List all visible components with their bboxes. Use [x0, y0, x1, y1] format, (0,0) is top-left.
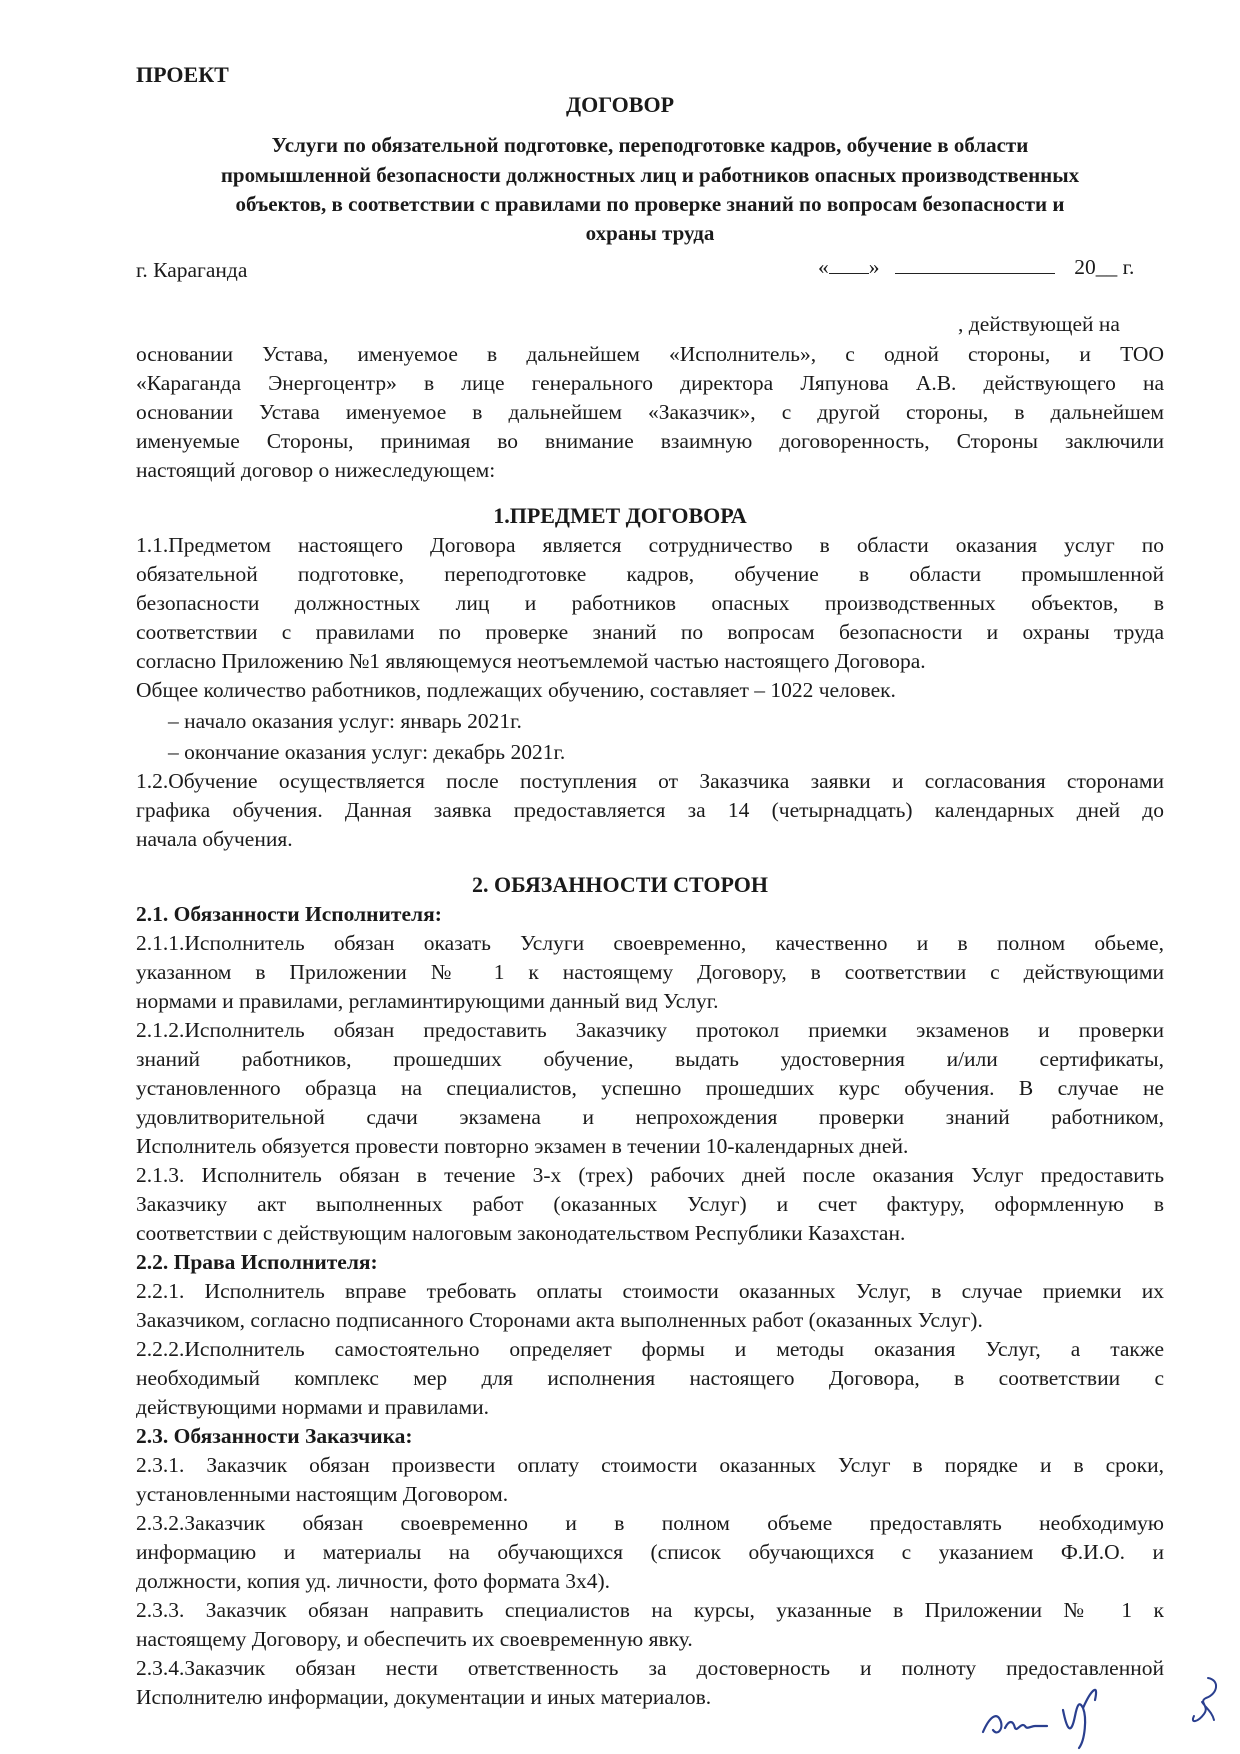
paragraph-line: необходимый комплекс мер для исполнения настоящего Договора, в соответствии с — [136, 1366, 1164, 1390]
subject-line: охраны труда — [585, 221, 715, 245]
subsection-heading: 2.3. Обязанности Заказчика: — [136, 1424, 413, 1448]
paragraph-line: 2.1.3. Исполнитель обязан в течение 3-х (трех) рабочих дней после оказания Услуг предоставить — [136, 1163, 1164, 1187]
subsection-heading: 2.1. Обязанности Исполнителя: — [136, 902, 442, 926]
paragraph-line: 1.1.Предметом настоящего Договора является сотрудничество в области оказания услуг по — [136, 533, 1164, 557]
paragraph-line: соответствии с правилами по проверке знаний по вопросам безопасности и охраны труда — [136, 620, 1164, 644]
paragraph-line: 2.2.2.Исполнитель самостоятельно определяет формы и методы оказания Услуг, а также — [136, 1337, 1164, 1361]
preamble-line: основании Устава, именуемое в дальнейшем «Исполнитель», с одной стороны, и ТОО — [136, 342, 1164, 366]
preamble-first: , действующей на — [958, 312, 1120, 336]
list-item: – начало оказания услуг: январь 2021г. — [168, 709, 522, 733]
paragraph-line: указанном в Приложении № 1 к настоящему Договору, в соответствии с действующими — [136, 960, 1164, 984]
preamble-line: основании Устава именуемое в дальнейшем «Заказчик», с другой стороны, в дальнейшем — [136, 400, 1164, 424]
paragraph-line: 2.3.4.Заказчик обязан нести ответственность за достоверность и полноту предоставленной — [136, 1656, 1164, 1680]
subject-line: объектов, в соответствии с правилами по проверке знаний по вопросам безопасности и — [235, 192, 1065, 216]
section1-title: 1.ПРЕДМЕТ ДОГОВОРА — [493, 503, 747, 528]
date-quote-close: » — [868, 255, 880, 279]
list-item: – окончание оказания услуг: декабрь 2021г. — [168, 740, 566, 764]
project-label: ПРОЕКТ — [136, 62, 229, 87]
date-quote-open: « — [818, 255, 829, 279]
paragraph-line: должности, копия уд. личности, фото формата 3х4). — [136, 1569, 611, 1593]
paragraph-line: 2.3.1. Заказчик обязан произвести оплату стоимости оказанных Услуг в порядке и в сроки, — [136, 1453, 1164, 1477]
total-workers: Общее количество работников, подлежащих обучению, составляет – 1022 человек. — [136, 678, 896, 702]
paragraph-line: настоящему Договору, и обеспечить их своевременную явку. — [136, 1627, 693, 1651]
date-day-blank — [829, 273, 869, 274]
city: г. Караганда — [136, 258, 248, 282]
paragraph-line: 2.1.2.Исполнитель обязан предоставить Заказчику протокол приемки экзаменов и проверки — [136, 1018, 1164, 1042]
paragraph-line: начала обучения. — [136, 827, 293, 851]
paragraph-line: 1.2.Обучение осуществляется после поступления от Заказчика заявки и согласования сторонами — [136, 769, 1164, 793]
paragraph-line: установленными настоящим Договором. — [136, 1482, 509, 1506]
paragraph-line: 2.3.3. Заказчик обязан направить специалистов на курсы, указанные в Приложении № 1 к — [136, 1598, 1164, 1622]
signature-mark — [1180, 1672, 1230, 1732]
preamble-line: «Караганда Энергоцентр» в лице генерального директора Ляпунова А.В. действующего на — [136, 371, 1164, 395]
paragraph-line: Исполнитель обязуется провести повторно экзамен в течении 10-календарных дней. — [136, 1134, 909, 1158]
paragraph-line: 2.2.1. Исполнитель вправе требовать оплаты стоимости оказанных Услуг, в случае приемки их — [136, 1279, 1164, 1303]
preamble-line: настоящий договор о нижеследующем: — [136, 458, 496, 482]
signature-initials — [975, 1670, 1145, 1750]
section2-title: 2. ОБЯЗАННОСТИ СТОРОН — [471, 872, 768, 897]
paragraph-line: установленного образца на специалистов, успешно прошедших курс обучения. В случае не — [136, 1076, 1164, 1100]
paragraph-line: Исполнителю информации, документации и иных материалов. — [136, 1685, 712, 1709]
paragraph-line: 2.3.2.Заказчик обязан своевременно и в полном объеме предоставлять необходимую — [136, 1511, 1164, 1535]
paragraph-line: безопасности должностных лиц и работников опасных производственных объектов, в — [136, 591, 1164, 615]
paragraph-line: согласно Приложению №1 являющемуся неотъемлемой частью настоящего Договора. — [136, 649, 926, 673]
document-title: ДОГОВОР — [565, 92, 675, 117]
paragraph-line: обязательной подготовке, переподготовке кадров, обучение в области промышленной — [136, 562, 1164, 586]
subject-line: промышленной безопасности должностных лиц и работников опасных производственных — [220, 163, 1080, 187]
paragraph-line: 2.1.1.Исполнитель обязан оказать Услуги своевременно, качественно и в полном обьеме, — [136, 931, 1164, 955]
subsection-heading: 2.2. Права Исполнителя: — [136, 1250, 378, 1274]
paragraph-line: нормами и правилами, регламинтирующими данный вид Услуг. — [136, 989, 719, 1013]
paragraph-line: информацию и материалы на обучающихся (список обучающихся с указанием Ф.И.О. и — [136, 1540, 1164, 1564]
subject-line: Услуги по обязательной подготовке, переподготовке кадров, обучение в области — [271, 133, 1029, 157]
date-line — [818, 255, 1134, 280]
paragraph-line: Заказчику акт выполненных работ (оказанных Услуг) и счет фактуру, оформленную в — [136, 1192, 1164, 1216]
date-year: 20__ г. — [1074, 255, 1135, 279]
paragraph-line: графика обучения. Данная заявка предоставляется за 14 (четырнадцать) календарных дней до — [136, 798, 1164, 822]
paragraph-line: действующими нормами и правилами. — [136, 1395, 489, 1419]
paragraph-line: Заказчиком, согласно подписанного Сторонами акта выполненных работ (оказанных Услуг). — [136, 1308, 983, 1332]
paragraph-line: знаний работников, прошедших обучение, выдать удостоверния и/или сертификаты, — [136, 1047, 1164, 1071]
date-month-blank — [895, 273, 1055, 274]
paragraph-line: удовлитворительной сдачи экзамена и непрохождения проверки знаний работником, — [136, 1105, 1164, 1129]
preamble-line: именуемые Стороны, принимая во внимание взаимную договоренность, Стороны заключили — [136, 429, 1164, 453]
paragraph-line: соответствии с действующим налоговым законодательством Республики Казахстан. — [136, 1221, 906, 1245]
